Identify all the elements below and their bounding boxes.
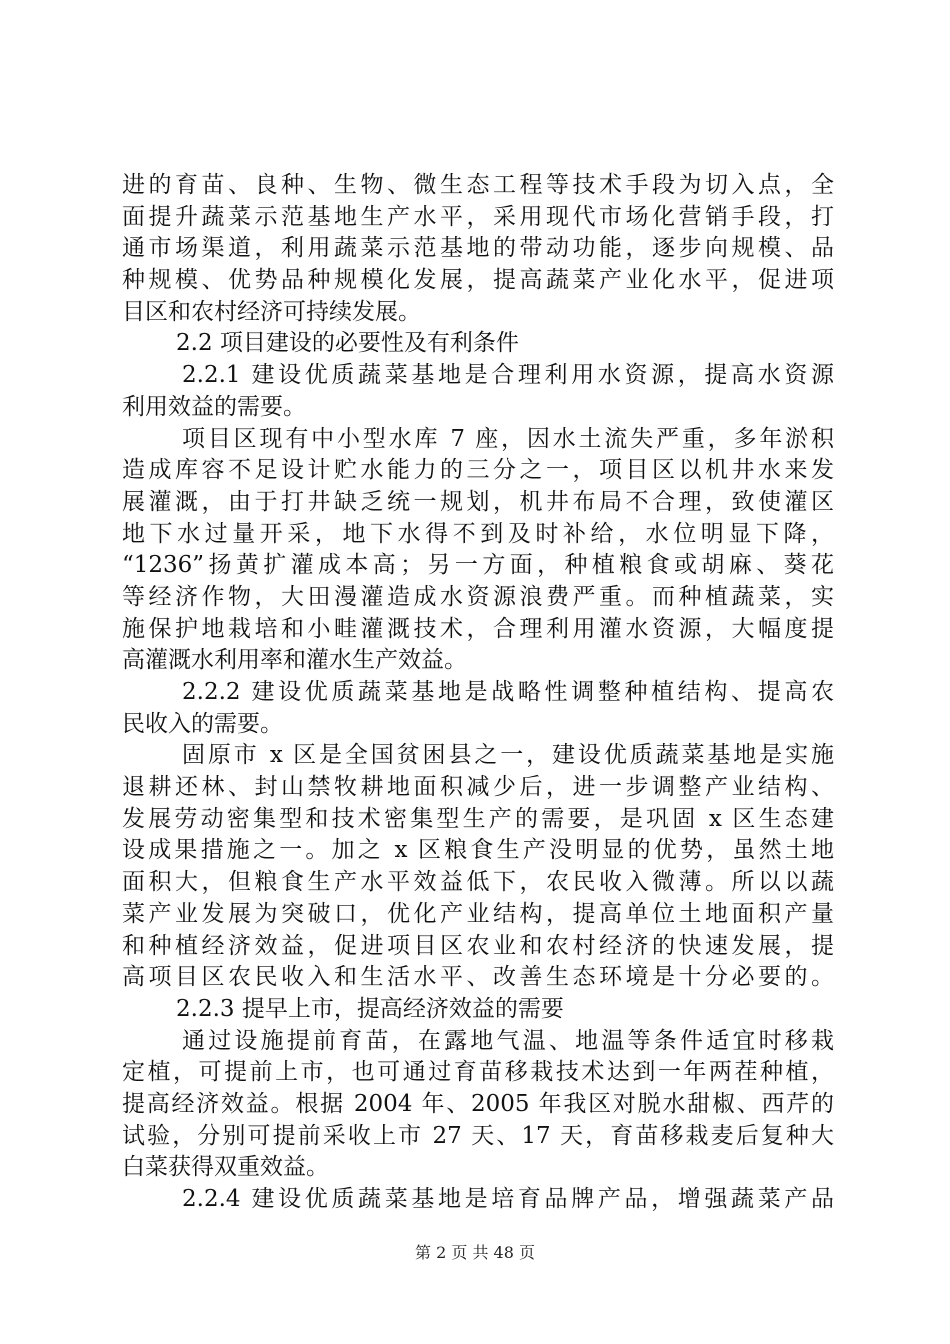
text-line: 2.2.1 建设优质蔬菜基地是合理利用水资源，提高水资源 (182, 362, 834, 389)
text-line: 和种植经济效益，促进项目区农业和农村经济的快速发展，提 (122, 932, 834, 959)
text-line: 定植，可提前上市，也可通过育苗移栽技术达到一年两茬种植， (122, 1059, 834, 1086)
text-line: 地下水过量开采，地下水得不到及时补给，水位明显下降， (122, 520, 834, 547)
text-line: 进的育苗、良种、生物、微生态工程等技术手段为切入点，全 (122, 172, 834, 198)
text-line: 高项目区农民收入和生活水平、改善生态环境是十分必要的。 (122, 964, 834, 991)
text-line: 展灌溉，由于打井缺乏统一规划，机井布局不合理，致使灌区 (122, 488, 834, 515)
text-line: 目区和农村经济可持续发展。 (122, 298, 421, 325)
text-line: 施保护地栽培和小畦灌溉技术，合理利用灌水资源，大幅度提 (122, 615, 834, 642)
document-body (122, 170, 834, 1216)
text-line: 提高经济效益。根据 2004 年、2005 年我区对脱水甜椒、西芹的 (122, 1090, 834, 1117)
text-line: 高灌溉水利用率和灌水生产效益。 (122, 647, 467, 674)
text-line: 2.2.2 建设优质蔬菜基地是战略性调整种植结构、提高农 (182, 679, 834, 705)
text-line: 试验，分别可提前采收上市 27 天、17 天，育苗移栽麦后复种大 (122, 1122, 834, 1149)
text-line: 面提升蔬菜示范基地生产水平，采用现代市场化营销手段，打 (122, 203, 834, 230)
text-line: “1236”扬黄扩灌成本高；另一方面，种植粮食或胡麻、葵花 (122, 552, 834, 579)
text-line: 民收入的需要。 (122, 710, 283, 737)
text-line: 2.2 项目建设的必要性及有利条件 (176, 330, 519, 357)
text-line: 固原市 x 区是全国贫困县之一，建设优质蔬菜基地是实施 (182, 742, 834, 769)
text-line: 2.2.4 建设优质蔬菜基地是培育品牌产品，增强蔬菜产品 (182, 1186, 834, 1212)
text-line: 白菜获得双重效益。 (122, 1154, 329, 1181)
text-line: 退耕还林、封山禁牧耕地面积减少后，进一步调整产业结构、 (122, 774, 834, 801)
text-line: 菜产业发展为突破口，优化产业结构，提高单位土地面积产量 (122, 900, 834, 927)
text-line: 设成果措施之一。加之 x 区粮食生产没明显的优势，虽然土地 (122, 837, 834, 864)
text-line: 2.2.3 提早上市，提高经济效益的需要 (176, 995, 564, 1022)
text-line: 造成库容不足设计贮水能力的三分之一，项目区以机井水来发 (122, 457, 834, 484)
text-line: 利用效益的需要。 (122, 393, 306, 420)
page-footer: 第 2 页 共 48 页 (415, 1243, 535, 1262)
text-line: 等经济作物，大田漫灌造成水资源浪费严重。而种植蔬菜，实 (122, 583, 834, 610)
text-line: 通市场渠道，利用蔬菜示范基地的带动功能，逐步向规模、品 (122, 235, 834, 262)
text-line: 通过设施提前育苗，在露地气温、地温等条件适宜时移栽 (182, 1027, 834, 1054)
text-line: 发展劳动密集型和技术密集型生产的需要，是巩固 x 区生态建 (122, 805, 834, 832)
text-line: 种规模、优势品种规模化发展，提高蔬菜产业化水平，促进项 (122, 267, 834, 294)
text-line: 面积大，但粮食生产水平效益低下，农民收入微薄。所以以蔬 (122, 869, 834, 896)
text-line: 项目区现有中小型水库 7 座，因水土流失严重，多年淤积 (182, 425, 834, 452)
